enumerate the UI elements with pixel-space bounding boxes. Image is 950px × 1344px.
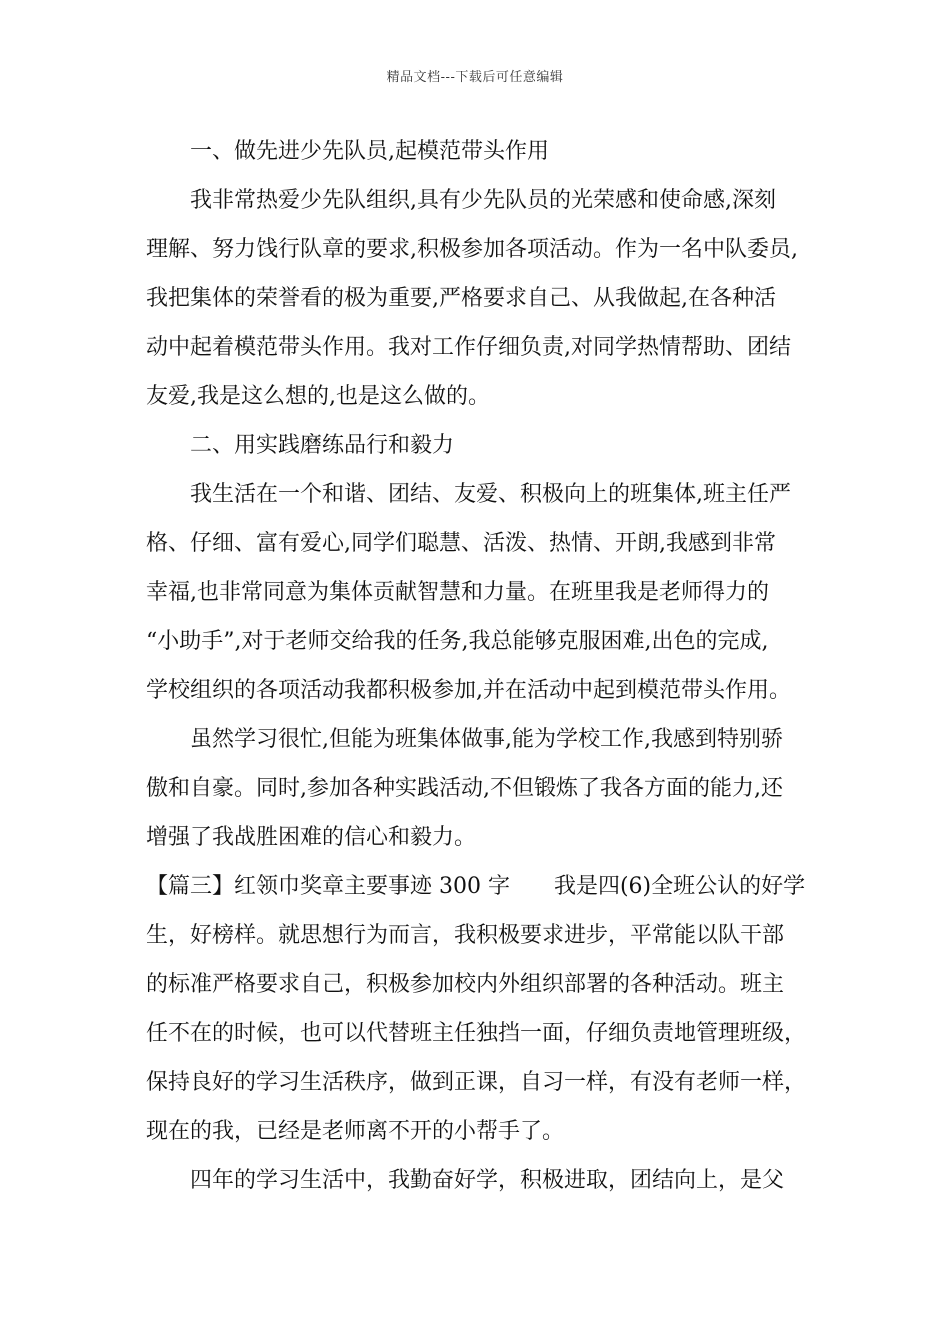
text-line: 一、做先进少先队员,起模范带头作用: [190, 139, 549, 164]
text-line: 二、用实践磨练品行和毅力: [190, 433, 455, 458]
text-line: 【篇三】红领巾奖章主要事迹 300 字 我是四(6)全班公认的好学: [146, 874, 806, 899]
text-line: “小助手”,对于老师交给我的任务,我总能够克服困难,出色的完成,: [146, 629, 769, 654]
text-line: 我生活在一个和谐、团结、友爱、积极向上的班集体,班主任严: [190, 482, 791, 507]
text-line: 我非常热爱少先队组织,具有少先队员的光荣感和使命感,深刻: [190, 188, 776, 213]
text-line: 增强了我战胜困难的信心和毅力。: [146, 825, 477, 850]
text-line: 傲和自豪。同时,参加各种实践活动,不但锻炼了我各方面的能力,还: [146, 776, 783, 801]
text-line: 我把集体的荣誉看的极为重要,严格要求自己、从我做起,在各种活: [146, 286, 776, 311]
text-line: 理解、努力饯行队章的要求,积极参加各项活动。作为一名中队委员,: [146, 237, 798, 262]
text-line: 幸福,也非常同意为集体贡献智慧和力量。在班里我是老师得力的: [146, 580, 769, 605]
document-body: [146, 127, 816, 1205]
text-line: 保持良好的学习生活秩序，做到正课，自习一样，有没有老师一样，: [146, 1070, 807, 1095]
text-line: 的标准严格要求自己，积极参加校内外组织部署的各种活动。班主: [146, 972, 785, 997]
text-line: 格、仔细、富有爱心,同学们聪慧、活泼、热情、开朗,我感到非常: [146, 531, 776, 556]
text-line: 学校组织的各项活动我都积极参加,并在活动中起到模范带头作用。: [146, 678, 791, 703]
text-line: 现在的我，已经是老师离不开的小帮手了。: [146, 1119, 565, 1144]
text-line: 虽然学习很忙,但能为班集体做事,能为学校工作,我感到特别骄: [190, 727, 783, 752]
page-header: 精品文档---下载后可任意编辑: [386, 70, 564, 85]
text-line: 任不在的时候，也可以代替班主任独挡一面，仔细负责地管理班级，: [146, 1021, 807, 1046]
text-line: 四年的学习生活中，我勤奋好学，积极进取，团结向上，是父: [190, 1168, 785, 1193]
text-line: 友爱,我是这么想的,也是这么做的。: [146, 384, 490, 409]
text-line: 动中起着模范带头作用。我对工作仔细负责,对同学热情帮助、团结: [146, 335, 791, 360]
text-line: 生，好榜样。就思想行为而言，我积极要求进步，平常能以队干部: [146, 923, 785, 948]
